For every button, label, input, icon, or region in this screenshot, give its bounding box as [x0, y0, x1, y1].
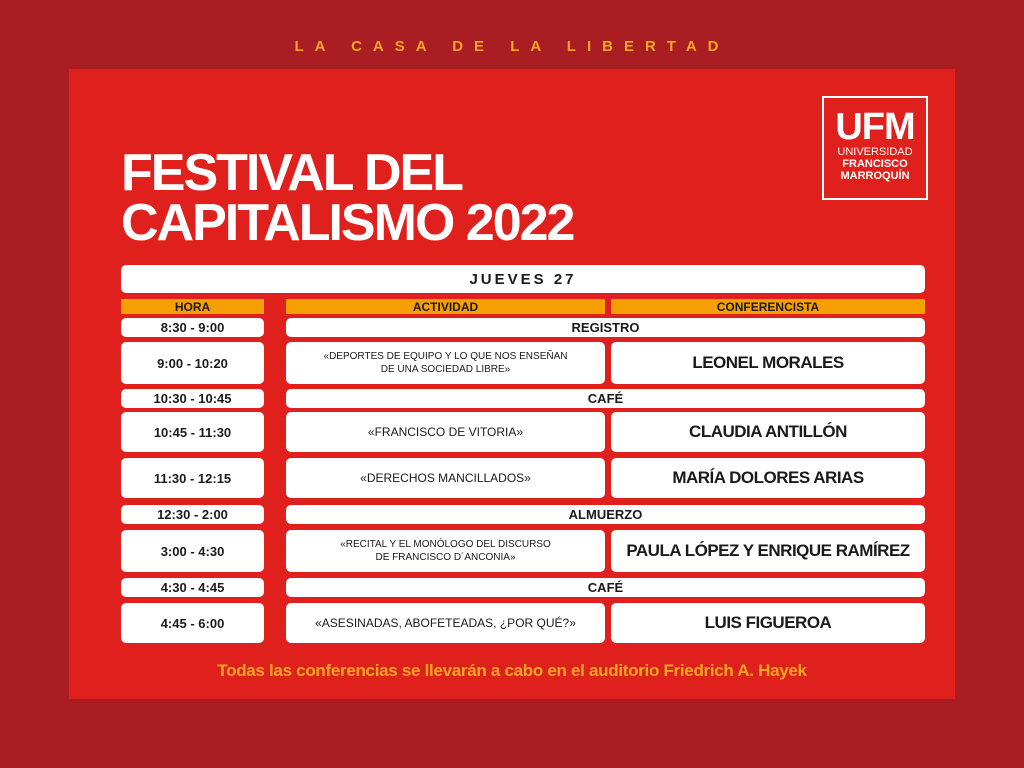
schedule-time: 4:30 - 4:45	[121, 578, 264, 597]
logo-abbr: UFM	[835, 106, 915, 148]
schedule-time: 12:30 - 2:00	[121, 505, 264, 524]
schedule-activity: «DERECHOS MANCILLADOS»	[286, 458, 605, 498]
schedule-time: 8:30 - 9:00	[121, 318, 264, 337]
title-line-1: FESTIVAL DEL	[121, 144, 462, 202]
schedule-break: REGISTRO	[286, 318, 925, 337]
schedule-time: 10:30 - 10:45	[121, 389, 264, 408]
schedule-speaker: LEONEL MORALES	[611, 342, 925, 384]
footer-note: Todas las conferencias se llevarán a cabo en el auditorio Friedrich A. Hayek	[217, 661, 807, 680]
schedule-time: 11:30 - 12:15	[121, 458, 264, 498]
ufm-logo	[822, 96, 928, 200]
schedule-time: 9:00 - 10:20	[121, 342, 264, 384]
logo-line-3: MARROQUÍN	[840, 170, 910, 182]
activity-line: «RECITAL Y EL MONÓLOGO DEL DISCURSO	[340, 539, 551, 550]
schedule-break: ALMUERZO	[286, 505, 925, 524]
schedule-activity	[286, 342, 605, 384]
schedule-time: 4:45 - 6:00	[121, 603, 264, 643]
column-header-time: HORA	[121, 299, 264, 314]
schedule-break: CAFÉ	[286, 578, 925, 597]
schedule-time: 3:00 - 4:30	[121, 530, 264, 572]
page-title	[121, 144, 574, 252]
activity-line: DE UNA SOCIEDAD LIBRE»	[380, 364, 511, 375]
schedule-activity	[286, 530, 605, 572]
schedule-speaker: MARÍA DOLORES ARIAS	[611, 458, 925, 498]
schedule-speaker: PAULA LÓPEZ Y ENRIQUE RAMÍREZ	[611, 530, 925, 572]
logo-line-2: FRANCISCO	[842, 158, 908, 170]
schedule-speaker: LUIS FIGUEROA	[611, 603, 925, 643]
activity-line: DE FRANCISCO D´ANCONIA»	[375, 552, 516, 563]
column-header-activity: ACTIVIDAD	[286, 299, 605, 314]
schedule-speaker: CLAUDIA ANTILLÓN	[611, 412, 925, 452]
day-header: JUEVES 27	[121, 265, 925, 293]
schedule-activity: «FRANCISCO DE VITORIA»	[286, 412, 605, 452]
title-line-2: CAPITALISMO 2022	[121, 194, 574, 252]
tagline: LA CASA DE LA LIBERTAD	[294, 38, 730, 55]
schedule-time: 10:45 - 11:30	[121, 412, 264, 452]
schedule-break: CAFÉ	[286, 389, 925, 408]
schedule-activity: «ASESINADAS, ABOFETEADAS, ¿POR QUÉ?»	[286, 603, 605, 643]
column-header-speaker: CONFERENCISTA	[611, 299, 925, 314]
logo-line-1: UNIVERSIDAD	[837, 146, 913, 158]
activity-line: «DEPORTES DE EQUIPO Y LO QUE NOS ENSEÑAN	[323, 351, 568, 362]
